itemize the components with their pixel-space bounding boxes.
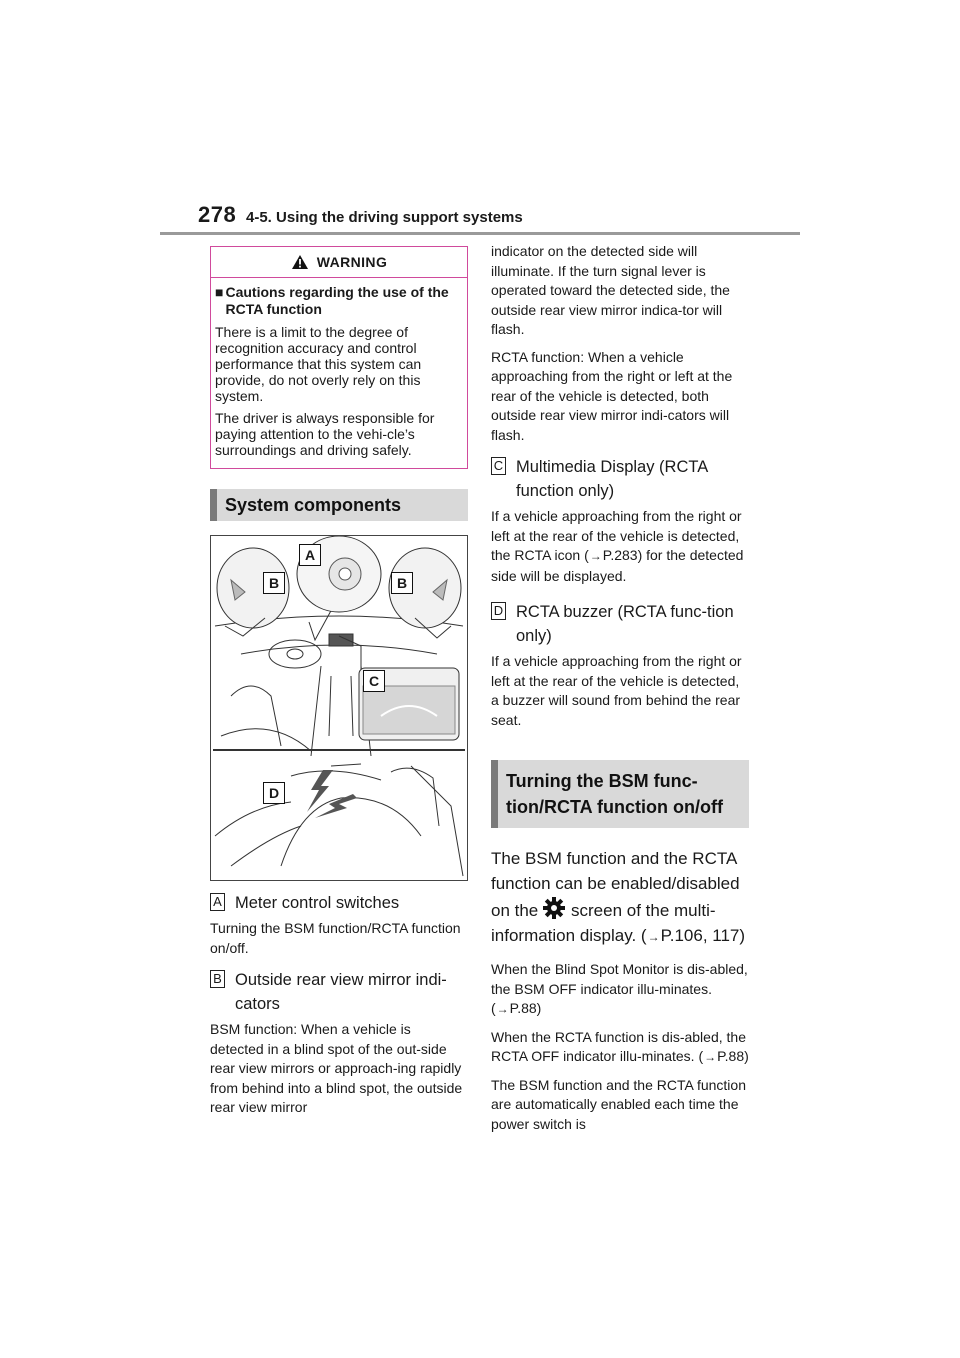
rcta-disabled-text-a: When the RCTA function is dis-abled, the RCTA OFF indicator illu-minates. ( xyxy=(491,1028,746,1064)
item-d-tag: D xyxy=(491,602,506,620)
gear-icon xyxy=(542,896,566,920)
bsm-disabled-ref-link[interactable]: P.88) xyxy=(509,1000,542,1016)
item-a xyxy=(210,891,468,915)
system-components-figure xyxy=(210,535,468,881)
item-b-tag: B xyxy=(210,970,225,988)
warning-box xyxy=(210,246,468,469)
item-a-desc: Turning the BSM function/RCTA function on/off. xyxy=(210,920,461,956)
figure-label-d: D xyxy=(263,782,285,804)
warning-subheading-text: Cautions regarding the use of the RCTA function xyxy=(225,284,449,317)
vehicle-interior-illustration xyxy=(211,536,467,880)
arrow-right-icon: → xyxy=(647,930,660,944)
warning-title: WARNING xyxy=(316,254,388,270)
figure-label-b-right: B xyxy=(391,572,413,594)
system-components-heading: System components xyxy=(210,489,468,521)
figure-label-c: C xyxy=(363,670,385,692)
item-b-title: Outside rear view mirror indi-cators xyxy=(235,971,447,1013)
auto-enabled-text: The BSM function and the RCTA function are automatically enabled each time the power switch is xyxy=(491,1076,746,1132)
warning-subheading xyxy=(211,278,467,318)
warning-paragraph-2: The driver is always responsible for paying attention to the vehi-cle’s surroundings and driving safely. xyxy=(215,410,435,458)
item-a-title: Meter control switches xyxy=(235,894,400,912)
turning-intro-b: screen of the multi-information display. ( xyxy=(491,901,716,945)
item-a-tag: A xyxy=(210,893,225,911)
turning-heading: Turning the BSM func-tion/RCTA function on/off xyxy=(491,760,749,828)
left-column xyxy=(210,246,468,1118)
item-b-desc: BSM function: When a vehicle is detected in a blind spot of the out-side rear view mirrors or approach-ing rapidly from behind into a blind spot, the outside rear view mirror xyxy=(210,1021,463,1115)
arrow-right-icon: → xyxy=(704,1050,717,1064)
rcta-function-text: RCTA function: When a vehicle approaching from the right or left at the rear of the vehicle is detected, both outside rear view mirror indi-cators will flash. xyxy=(491,348,733,443)
arrow-right-icon: → xyxy=(589,549,602,563)
turning-intro xyxy=(491,846,749,950)
figure-label-b-left: B xyxy=(263,572,285,594)
item-b xyxy=(210,968,468,1016)
item-c-desc xyxy=(491,507,749,586)
warning-header xyxy=(211,247,467,278)
item-d xyxy=(491,600,749,648)
rcta-disabled-text xyxy=(491,1028,749,1068)
item-c xyxy=(491,455,749,503)
right-column xyxy=(491,242,749,1142)
item-c-desc-a: If a vehicle approaching from the right or left at the rear of the vehicle is detected, the RCTA icon ( xyxy=(491,508,742,563)
item-c-desc-b: ) for the detected side will be displayed. xyxy=(491,547,744,584)
square-bullet-icon: ■ xyxy=(215,284,224,300)
figure-label-a: A xyxy=(299,544,321,566)
header-rule xyxy=(160,232,800,235)
bsm-disabled-text-a: When the Blind Spot Monitor is dis-abled, the BSM OFF indicator illu-minates. ( xyxy=(491,961,748,1016)
item-d-desc: If a vehicle approaching from the right or left at the rear of the vehicle is detected, a buzzer will sound from behind the rear seat. xyxy=(491,653,742,728)
turning-intro-ref-link[interactable]: P.106, 117) xyxy=(660,926,746,945)
item-c-tag: C xyxy=(491,457,506,475)
section-title: 4-5. Using the driving support systems xyxy=(246,209,523,226)
arrow-right-icon: → xyxy=(496,1002,509,1016)
page-number: 278 xyxy=(198,202,237,227)
item-c-title: Multimedia Display (RCTA function only) xyxy=(516,458,708,500)
turning-intro-a: The BSM function and the RCTA function can be enabled/disabled on the xyxy=(491,849,740,920)
rcta-disabled-ref-link[interactable]: P.88) xyxy=(717,1048,749,1064)
item-c-ref-link[interactable]: P.283 xyxy=(602,547,638,563)
item-d-title: RCTA buzzer (RCTA func-tion only) xyxy=(516,603,734,645)
warning-triangle-icon xyxy=(291,254,309,270)
bsm-disabled-text xyxy=(491,960,749,1020)
warning-paragraph-1: There is a limit to the degree of recognition accuracy and control performance that this system can provide, do not overly rely on this system. xyxy=(215,324,422,404)
item-b-desc-continued: indicator on the detected side will illuminate. If the turn signal lever is operated toward the detected side, the outside rear view mirror indica-tor will flash. xyxy=(491,243,730,337)
